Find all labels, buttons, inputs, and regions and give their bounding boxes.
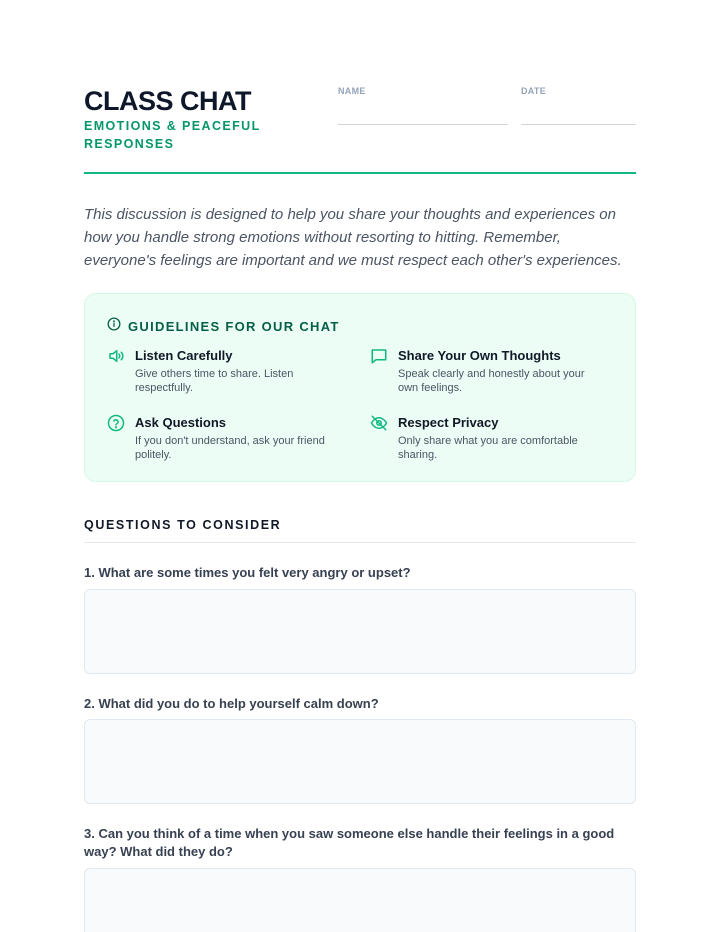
guidelines-heading bbox=[107, 317, 340, 336]
guideline-title: Respect Privacy bbox=[398, 415, 499, 430]
name-line[interactable] bbox=[338, 124, 508, 125]
eye-off-icon bbox=[370, 414, 388, 432]
page-title: CLASS CHAT bbox=[84, 86, 251, 116]
guideline-description: Speak clearly and honestly about your own feelings. bbox=[398, 368, 585, 394]
header-divider bbox=[84, 172, 636, 174]
questions-heading: QUESTIONS TO CONSIDER bbox=[84, 518, 282, 532]
info-icon bbox=[107, 317, 121, 336]
answer-box-1[interactable] bbox=[84, 589, 636, 674]
date-line[interactable] bbox=[521, 124, 636, 125]
worksheet-page bbox=[84, 0, 636, 932]
question-1: 1. What are some times you felt very angry or upset? bbox=[84, 565, 411, 580]
guideline-description: Give others time to share. Listen respectfully. bbox=[135, 368, 294, 394]
guideline-title: Ask Questions bbox=[135, 415, 227, 430]
intro-paragraph: This discussion is designed to help you share your thoughts and experiences on how you handle strong emotions without resorting to hitting. Remember, everyone's feelings are important and we must respect each other's experiences. bbox=[84, 206, 622, 269]
answer-box-3[interactable] bbox=[84, 868, 636, 932]
name-label: NAME bbox=[338, 86, 366, 96]
question-icon bbox=[107, 414, 125, 432]
guideline-description: Only share what you are comfortable sharing. bbox=[398, 435, 578, 461]
worksheet-header bbox=[84, 84, 636, 174]
guideline-title: Listen Carefully bbox=[135, 348, 233, 363]
answer-box-2[interactable] bbox=[84, 719, 636, 804]
message-icon bbox=[370, 347, 388, 365]
questions-divider bbox=[84, 542, 636, 543]
guideline-title: Share Your Own Thoughts bbox=[398, 348, 561, 363]
guideline-description: If you don't understand, ask your friend politely. bbox=[135, 435, 325, 461]
guidelines-title: GUIDELINES FOR OUR CHAT bbox=[128, 319, 340, 334]
question-3: 3. Can you think of a time when you saw someone else handle their feelings in a good way? What did they do? bbox=[84, 826, 615, 859]
speaker-icon bbox=[107, 347, 125, 365]
page-subtitle: EMOTIONS & PEACEFUL RESPONSES bbox=[84, 119, 261, 151]
question-2: 2. What did you do to help yourself calm down? bbox=[84, 696, 379, 711]
date-field[interactable] bbox=[521, 86, 636, 96]
name-field[interactable] bbox=[338, 86, 508, 96]
guidelines-panel bbox=[84, 293, 636, 482]
date-label: DATE bbox=[521, 86, 547, 96]
